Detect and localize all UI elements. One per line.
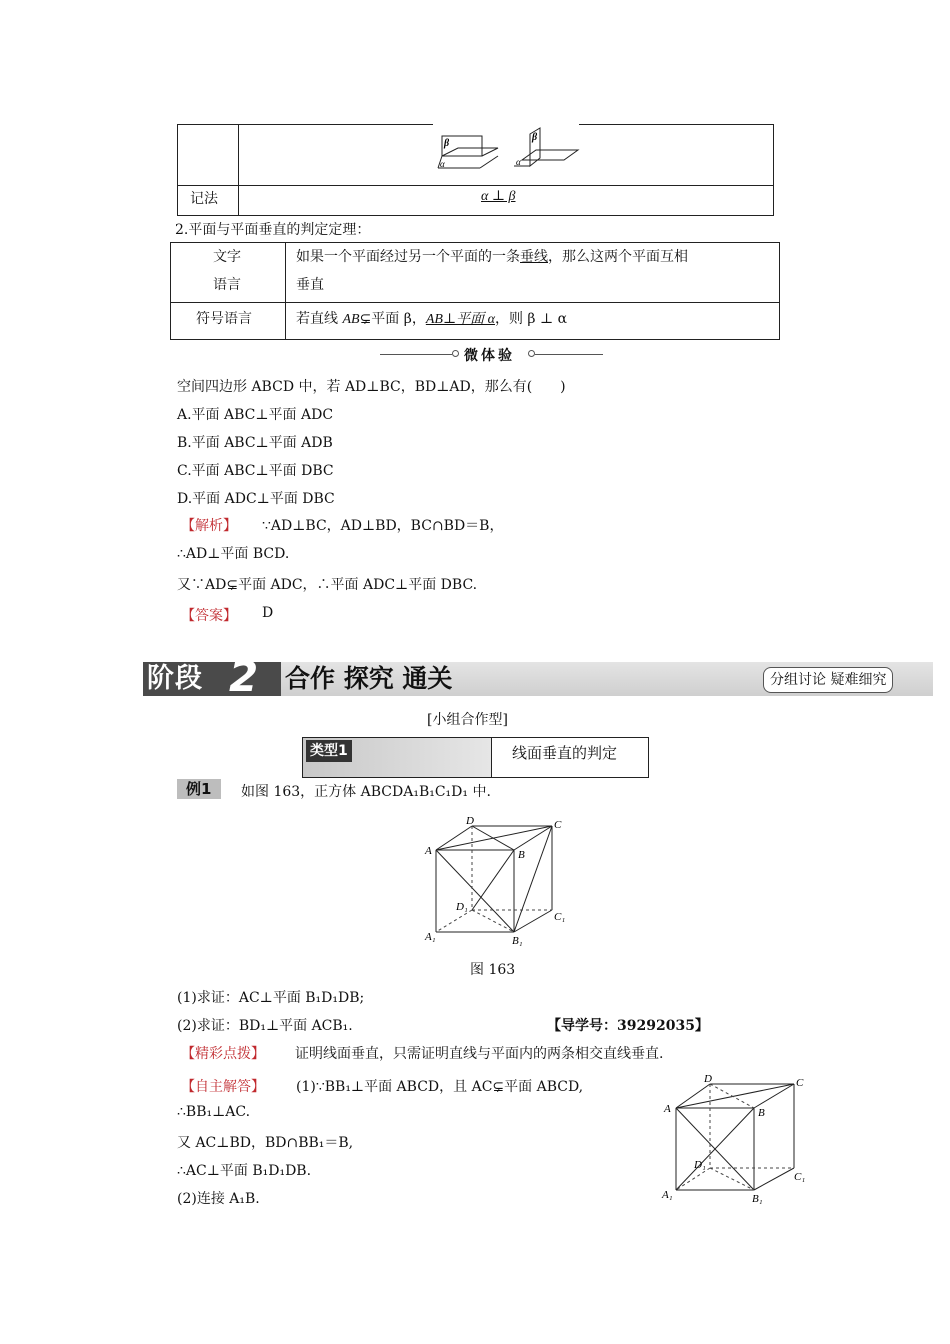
type-tag: 类型1 (306, 740, 352, 762)
cube2-label-a: A (664, 1103, 671, 1115)
solution-line4: ∴AC⊥平面 B₁D₁DB. (177, 1163, 312, 1179)
notation-label: 记法 (190, 191, 218, 207)
symbol-part1: 若直线 (296, 311, 338, 327)
answer-value: D (262, 605, 274, 621)
solution-line5: (2)连接 A₁B. (177, 1191, 260, 1207)
analysis-tag: 【解析】 (181, 518, 237, 534)
stage-title: 合作 探究 通关 (285, 664, 453, 693)
micro-divider-left-circle (452, 350, 459, 357)
group-label: [小组合作型] (427, 712, 508, 728)
example-q2: (2)求证：BD₁⊥平面 ACB₁. (177, 1018, 353, 1034)
symbol-ab2: AB⊥平面 α (425, 312, 495, 327)
cube-label-b: B (518, 849, 525, 861)
cube-label-d: D (466, 815, 474, 827)
analysis-line1: ∵AD⊥BC，AD⊥BD，BC∩BD＝B， (262, 518, 504, 534)
self-answer-tag: 【自主解答】 (181, 1079, 265, 1095)
analysis-line3: 又∵AD⊊平面 ADC，∴平面 ADC⊥平面 DBC. (177, 577, 478, 593)
stage-label: 阶段 (147, 663, 203, 694)
analysis-line2: ∴AD⊥平面 BCD. (177, 546, 290, 562)
micro-divider-right-circle (528, 350, 535, 357)
table1-hline (177, 185, 774, 186)
cube2-label-d1: D₁ (694, 1159, 706, 1171)
option-b: B.平面 ABC⊥平面 ADB (177, 435, 333, 451)
symbol-ab: AB (342, 312, 360, 327)
micro-title: 微体验 (464, 348, 515, 364)
option-a: A.平面 ABC⊥平面 ADC (177, 407, 334, 423)
text-lang-part1: 如果一个平面经过另一个平面的一条 (296, 249, 520, 265)
solution-line2: ∴BB₁⊥AC. (177, 1104, 251, 1120)
stage-tagline: 分组讨论 疑难细究 (763, 667, 893, 693)
table2-hline (170, 302, 780, 303)
cube2-label-b1: B₁ (752, 1193, 763, 1205)
cube-label-c: C (554, 819, 562, 831)
question-stem: 空间四边形 ABCD 中，若 AD⊥BC，BD⊥AD，那么有( ) (177, 379, 566, 395)
type-title: 线面垂直的判定 (512, 744, 618, 762)
notation-value: α ⊥ β (481, 189, 516, 204)
answer-tag: 【答案】 (181, 608, 237, 624)
example-q1: (1)求证：AC⊥平面 B₁D₁DB; (177, 990, 365, 1006)
type-box-divider (491, 737, 492, 778)
fig-beta-left: β (444, 138, 450, 149)
table1-vline (238, 124, 239, 216)
symbol-content (296, 308, 567, 328)
fig-alpha-left: α (440, 159, 445, 169)
cube2-label-c1: C₁ (794, 1171, 806, 1183)
cube2-label-d: D (704, 1073, 712, 1085)
cube2-label-c: C (796, 1077, 804, 1089)
text-lang-label-2: 语言 (213, 277, 241, 293)
fig-alpha-right: α (516, 157, 521, 167)
symbol-part3: ，则 β ⊥ α (494, 311, 568, 327)
cube-label-c1: C₁ (554, 911, 566, 923)
solution-line1: (1)∵BB₁⊥平面 ABCD，且 AC⊊平面 ABCD, (296, 1079, 584, 1095)
stage-number: 2 (229, 652, 259, 701)
text-lang-part2: ，那么这两个平面互相 (548, 249, 688, 265)
symbol-subset: ⊊ (359, 311, 372, 327)
text-lang-underline: 垂线 (520, 249, 548, 265)
stage-banner (143, 652, 933, 701)
cube-figure-solution (660, 1072, 810, 1206)
table2-vline (285, 242, 286, 340)
micro-divider-left (380, 354, 452, 355)
micro-divider-right (535, 354, 603, 355)
fig-beta-right: β (532, 132, 538, 143)
text-lang-content (296, 246, 688, 266)
hint-tag: 【精彩点拨】 (181, 1046, 265, 1062)
cube-figure-163 (420, 812, 570, 952)
symbol-label: 符号语言 (196, 311, 252, 327)
option-d: D.平面 ADC⊥平面 DBC (177, 491, 335, 507)
symbol-part2: 平面 β， (371, 311, 426, 327)
option-c: C.平面 ABC⊥平面 DBC (177, 463, 334, 479)
cube-label-b1: B₁ (512, 935, 523, 947)
guide-number: 【导学号：39292035】 (547, 1018, 709, 1034)
example-tag-text: 例1 (186, 780, 212, 798)
perpendicular-planes-figure (434, 126, 580, 172)
cube-label-a1: A₁ (425, 931, 436, 943)
cube2-label-b: B (758, 1107, 765, 1119)
hint-text: 证明线面垂直，只需证明直线与平面内的两条相交直线垂直. (295, 1046, 664, 1062)
solution-line3: 又 AC⊥BD，BD∩BB₁＝B, (177, 1135, 354, 1151)
cube2-label-a1: A₁ (662, 1189, 673, 1201)
example-text: 如图 163，正方体 ABCDA₁B₁C₁D₁ 中. (241, 784, 491, 800)
figure-caption: 图 163 (470, 962, 516, 978)
text-lang-label-1: 文字 (213, 249, 241, 265)
text-lang-content-line2: 垂直 (296, 277, 324, 293)
cube-label-a: A (425, 845, 432, 857)
section2-heading: 2.平面与平面垂直的判定定理： (175, 222, 371, 238)
cube-label-d1: D₁ (456, 901, 468, 913)
